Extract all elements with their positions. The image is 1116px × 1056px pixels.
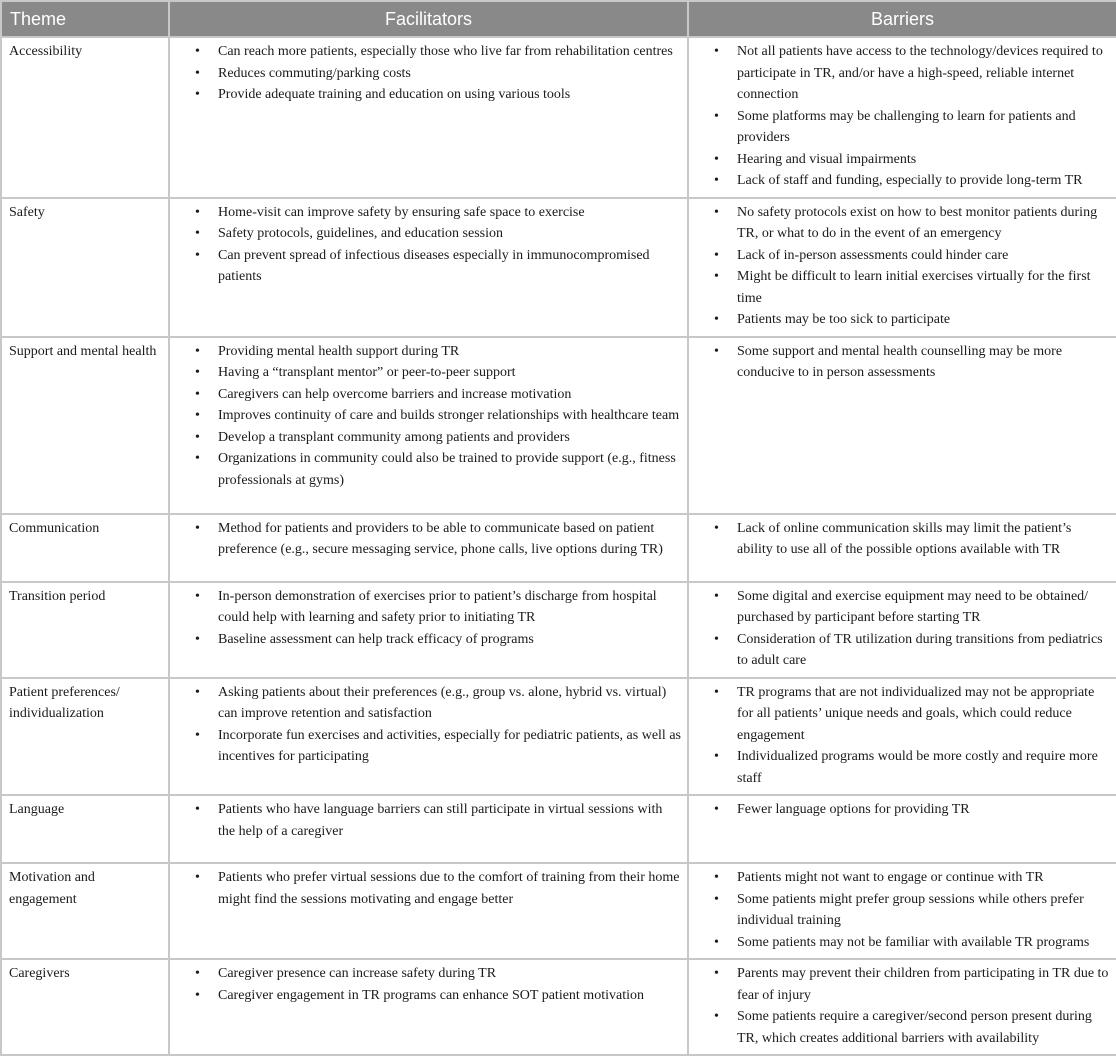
table-row (1, 959, 1116, 1055)
barrier-item: • TR programs that are not individualized may not be appropriate for all patients’ unique needs and goals, which could reduce engagement (714, 682, 1110, 747)
barriers-cell (688, 514, 1116, 582)
facilitator-item: • Patients who have language barriers can still participate in virtual sessions with the help of a caregiver (195, 799, 681, 842)
facilitator-item: • Can reach more patients, especially those who live far from rehabilitation centres (195, 41, 681, 63)
table-row (1, 678, 1116, 796)
theme-cell: Motivation and engagement (1, 863, 169, 959)
barriers-cell (688, 863, 1116, 959)
facilitators-list (177, 799, 681, 842)
facilitators-list (177, 341, 681, 492)
barriers-list (696, 963, 1110, 1049)
barriers-cell (688, 37, 1116, 198)
facilitators-list (177, 586, 681, 651)
barrier-item: • Patients might not want to engage or continue with TR (714, 867, 1110, 889)
table-row (1, 582, 1116, 678)
facilitators-list (177, 41, 681, 106)
barriers-cell (688, 337, 1116, 514)
table-row (1, 795, 1116, 863)
barrier-item: • Lack of online communication skills may limit the patient’s ability to use all of the possible options available with TR (714, 518, 1110, 561)
facilitators-cell (169, 37, 688, 198)
facilitator-item: • Asking patients about their preferences (e.g., group vs. alone, hybrid vs. virtual) can improve retention and satisfaction (195, 682, 681, 725)
facilitators-cell (169, 795, 688, 863)
facilitator-item: • Home-visit can improve safety by ensuring safe space to exercise (195, 202, 681, 224)
theme-cell: Accessibility (1, 37, 169, 198)
barriers-list (696, 586, 1110, 672)
facilitator-item: • Method for patients and providers to be able to communicate based on patient preference (e.g., secure messaging service, phone calls, live options during TR) (195, 518, 681, 561)
barriers-list (696, 682, 1110, 790)
header-barriers: Barriers (688, 1, 1116, 37)
facilitator-item: • In-person demonstration of exercises prior to patient’s discharge from hospital could help with learning and safety prior to initiating TR (195, 586, 681, 629)
facilitator-item: • Can prevent spread of infectious diseases especially in immunocompromised patients (195, 245, 681, 288)
header-row (1, 1, 1116, 37)
facilitators-cell (169, 678, 688, 796)
table-row (1, 863, 1116, 959)
facilitators-list (177, 867, 681, 910)
table-row (1, 37, 1116, 198)
barrier-item: • Some patients might prefer group sessions while others prefer individual training (714, 889, 1110, 932)
facilitators-list (177, 682, 681, 768)
facilitators-cell (169, 959, 688, 1055)
facilitators-cell (169, 337, 688, 514)
barriers-cell (688, 198, 1116, 337)
barrier-item: • Some patients may not be familiar with available TR programs (714, 932, 1110, 954)
facilitator-item: • Provide adequate training and education on using various tools (195, 84, 681, 106)
barrier-item: • Fewer language options for providing TR (714, 799, 1110, 821)
facilitators-cell (169, 198, 688, 337)
table-row (1, 337, 1116, 514)
theme-cell: Safety (1, 198, 169, 337)
facilitators-cell (169, 863, 688, 959)
theme-cell: Caregivers (1, 959, 169, 1055)
theme-cell: Support and mental health (1, 337, 169, 514)
header-facilitators: Facilitators (169, 1, 688, 37)
facilitators-cell (169, 514, 688, 582)
barriers-list (696, 202, 1110, 331)
facilitator-item: • Safety protocols, guidelines, and education session (195, 223, 681, 245)
barriers-list (696, 41, 1110, 192)
barrier-item: • Consideration of TR utilization during transitions from pediatrics to adult care (714, 629, 1110, 672)
table-body (1, 37, 1116, 1055)
barriers-cell (688, 795, 1116, 863)
facilitator-item: • Incorporate fun exercises and activities, especially for pediatric patients, as well as incentives for participating (195, 725, 681, 768)
facilitator-item: • Caregiver engagement in TR programs can enhance SOT patient motivation (195, 985, 681, 1007)
barrier-item: • Some platforms may be challenging to learn for patients and providers (714, 106, 1110, 149)
barriers-list (696, 799, 1110, 821)
facilitator-item: • Reduces commuting/parking costs (195, 63, 681, 85)
facilitator-item: • Develop a transplant community among patients and providers (195, 427, 681, 449)
facilitators-cell (169, 582, 688, 678)
theme-cell: Communication (1, 514, 169, 582)
barrier-item: • Hearing and visual impairments (714, 149, 1110, 171)
barrier-item: • No safety protocols exist on how to best monitor patients during TR, or what to do in the event of an emergency (714, 202, 1110, 245)
barriers-list (696, 518, 1110, 561)
facilitator-item: • Having a “transplant mentor” or peer-to-peer support (195, 362, 681, 384)
barriers-cell (688, 582, 1116, 678)
facilitators-list (177, 202, 681, 288)
barrier-item: • Lack of staff and funding, especially to provide long-term TR (714, 170, 1110, 192)
barrier-item: • Individualized programs would be more costly and require more staff (714, 746, 1110, 789)
theme-cell: Patient preferences/ individualization (1, 678, 169, 796)
theme-cell: Language (1, 795, 169, 863)
barrier-item: • Parents may prevent their children from participating in TR due to fear of injury (714, 963, 1110, 1006)
facilitators-list (177, 518, 681, 561)
barriers-cell (688, 678, 1116, 796)
facilitator-item: • Caregivers can help overcome barriers and increase motivation (195, 384, 681, 406)
table-row (1, 198, 1116, 337)
facilitator-item: • Providing mental health support during TR (195, 341, 681, 363)
facilitator-item: • Improves continuity of care and builds stronger relationships with healthcare team (195, 405, 681, 427)
barriers-cell (688, 959, 1116, 1055)
facilitator-item: • Baseline assessment can help track efficacy of programs (195, 629, 681, 651)
barriers-list (696, 341, 1110, 384)
facilitator-item: • Organizations in community could also be trained to provide support (e.g., fitness professionals at gyms) (195, 448, 681, 491)
barrier-item: • Some support and mental health counselling may be more conducive to in person assessments (714, 341, 1110, 384)
barriers-list (696, 867, 1110, 953)
barrier-item: • Patients may be too sick to participate (714, 309, 1110, 331)
barrier-item: • Lack of in-person assessments could hinder care (714, 245, 1110, 267)
facilitator-item: • Patients who prefer virtual sessions due to the comfort of training from their home might find the sessions motivating and engage better (195, 867, 681, 910)
theme-cell: Transition period (1, 582, 169, 678)
barrier-item: • Might be difficult to learn initial exercises virtually for the first time (714, 266, 1110, 309)
barrier-item: • Some digital and exercise equipment may need to be obtained/ purchased by participant before starting TR (714, 586, 1110, 629)
table-row (1, 514, 1116, 582)
header-theme: Theme (1, 1, 169, 37)
barrier-item: • Not all patients have access to the technology/devices required to participate in TR, and/or have a high-speed, reliable internet connection (714, 41, 1110, 106)
facilitator-item: • Caregiver presence can increase safety during TR (195, 963, 681, 985)
barrier-item: • Some patients require a caregiver/second person present during TR, which creates additional barriers with availability (714, 1006, 1110, 1049)
facilitators-list (177, 963, 681, 1006)
